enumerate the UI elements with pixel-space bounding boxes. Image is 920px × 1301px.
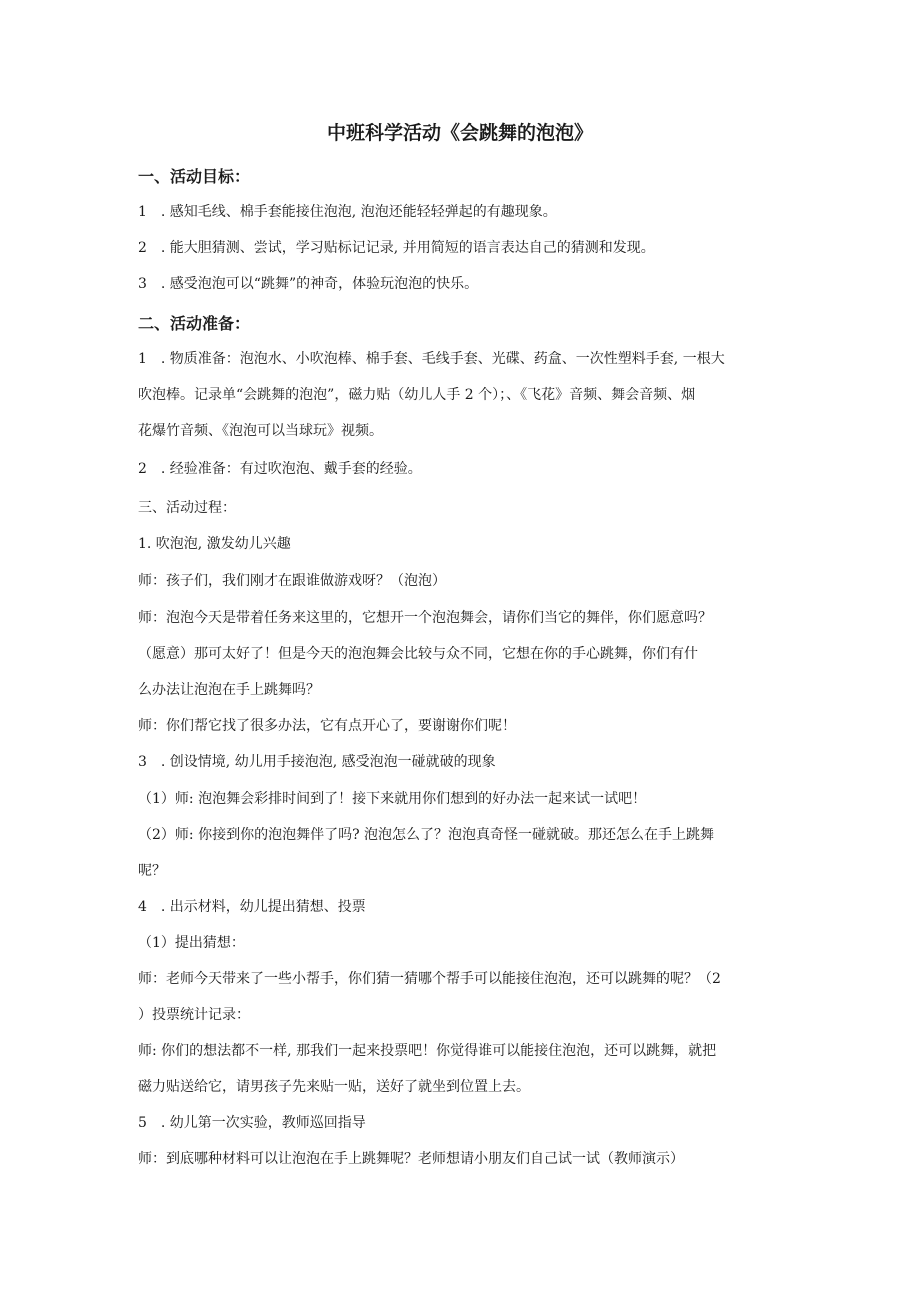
process-line: 3 . 创设情境, 幼儿用手接泡泡, 感受泡泡一碰就破的现象 [138,754,496,770]
process-line: 磁力贴送给它，请男孩子先来贴一贴，送好了就坐到位置上去。 [138,1079,530,1095]
process-line: 师：泡泡今天是带着任务来这里的，它想开一个泡泡舞会，请你们当它的舞伴，你们愿意吗？ [138,610,712,626]
document-title: 中班科学活动《会跳舞的泡泡》 [326,122,593,144]
prep-item-2: 2 . 经验准备：有过吹泡泡、戴手套的经验。 [138,461,422,477]
process-line: （1）提出猜想： [138,935,245,951]
process-line: （愿意）那可太好了！但是今天的泡泡舞会比较与众不同，它想在你的手心跳舞，你们有什 [138,646,698,662]
prep-item-1-line-1: 1 . 物质准备：泡泡水、小吹泡棒、棉手套、毛线手套、光碟、药盒、一次性塑料手套, 一根大 [138,351,725,367]
process-line: （2）师: 你接到你的泡泡舞伴了吗? 泡泡怎么了？泡泡真奇怪一碰就破。那还怎么在手上跳舞 [138,827,715,843]
section-heading-preparation: 二、活动准备： [138,314,251,333]
process-line: 师：老师今天带来了一些小帮手，你们猜一猜哪个帮手可以能接住泡泡，还可以跳舞的呢？（2 [138,971,721,987]
prep-item-1-line-2: 吹泡棒。记录单“会跳舞的泡泡”，磁力贴（幼儿人手 2 个）；、《飞花》音频、舞会音频、烟 [138,387,696,403]
process-line: 4 . 出示材料，幼儿提出猜想、投票 [138,899,366,915]
process-line: 1. 吹泡泡, 激发幼儿兴趣 [138,536,291,552]
process-line: 师：到底哪种材料可以让泡泡在手上跳舞呢？老师想请小朋友们自己试一试（教师演示） [138,1151,684,1167]
goal-item-1: 1 . 感知毛线、棉手套能接住泡泡, 泡泡还能轻轻弹起的有趣现象。 [138,204,557,220]
process-line: 师：你们帮它找了很多办法，它有点开心了，要谢谢你们呢！ [138,718,516,734]
process-line: 师：孩子们，我们刚才在跟谁做游戏呀？（泡泡） [138,573,446,589]
prep-item-1-line-3: 花爆竹音频、《泡泡可以当球玩》视频。 [138,423,383,439]
process-line: ）投票统计记录： [138,1007,250,1023]
process-line: 师: 你们的想法都不一样, 那我们一起来投票吧！你觉得谁可以能接住泡泡，还可以跳舞，就把 [138,1043,717,1059]
process-line: （1）师: 泡泡舞会彩排时间到了！接下来就用你们想到的好办法一起来试一试吧！ [138,791,647,807]
process-line: 么办法让泡泡在手上跳舞吗？ [138,682,320,698]
goal-item-3: 3 . 感受泡泡可以“跳舞”的神奇，体验玩泡泡的快乐。 [138,276,479,292]
section-heading-goals: 一、活动目标： [138,167,251,186]
process-line: 呢？ [138,863,166,879]
section-heading-process: 三、活动过程： [138,500,236,516]
goal-item-2: 2 . 能大胆猜测、尝试，学习贴标记记录, 并用简短的语言表达自己的猜测和发现。 [138,240,655,256]
process-line: 5 . 幼儿第一次实验，教师巡回指导 [138,1115,366,1131]
